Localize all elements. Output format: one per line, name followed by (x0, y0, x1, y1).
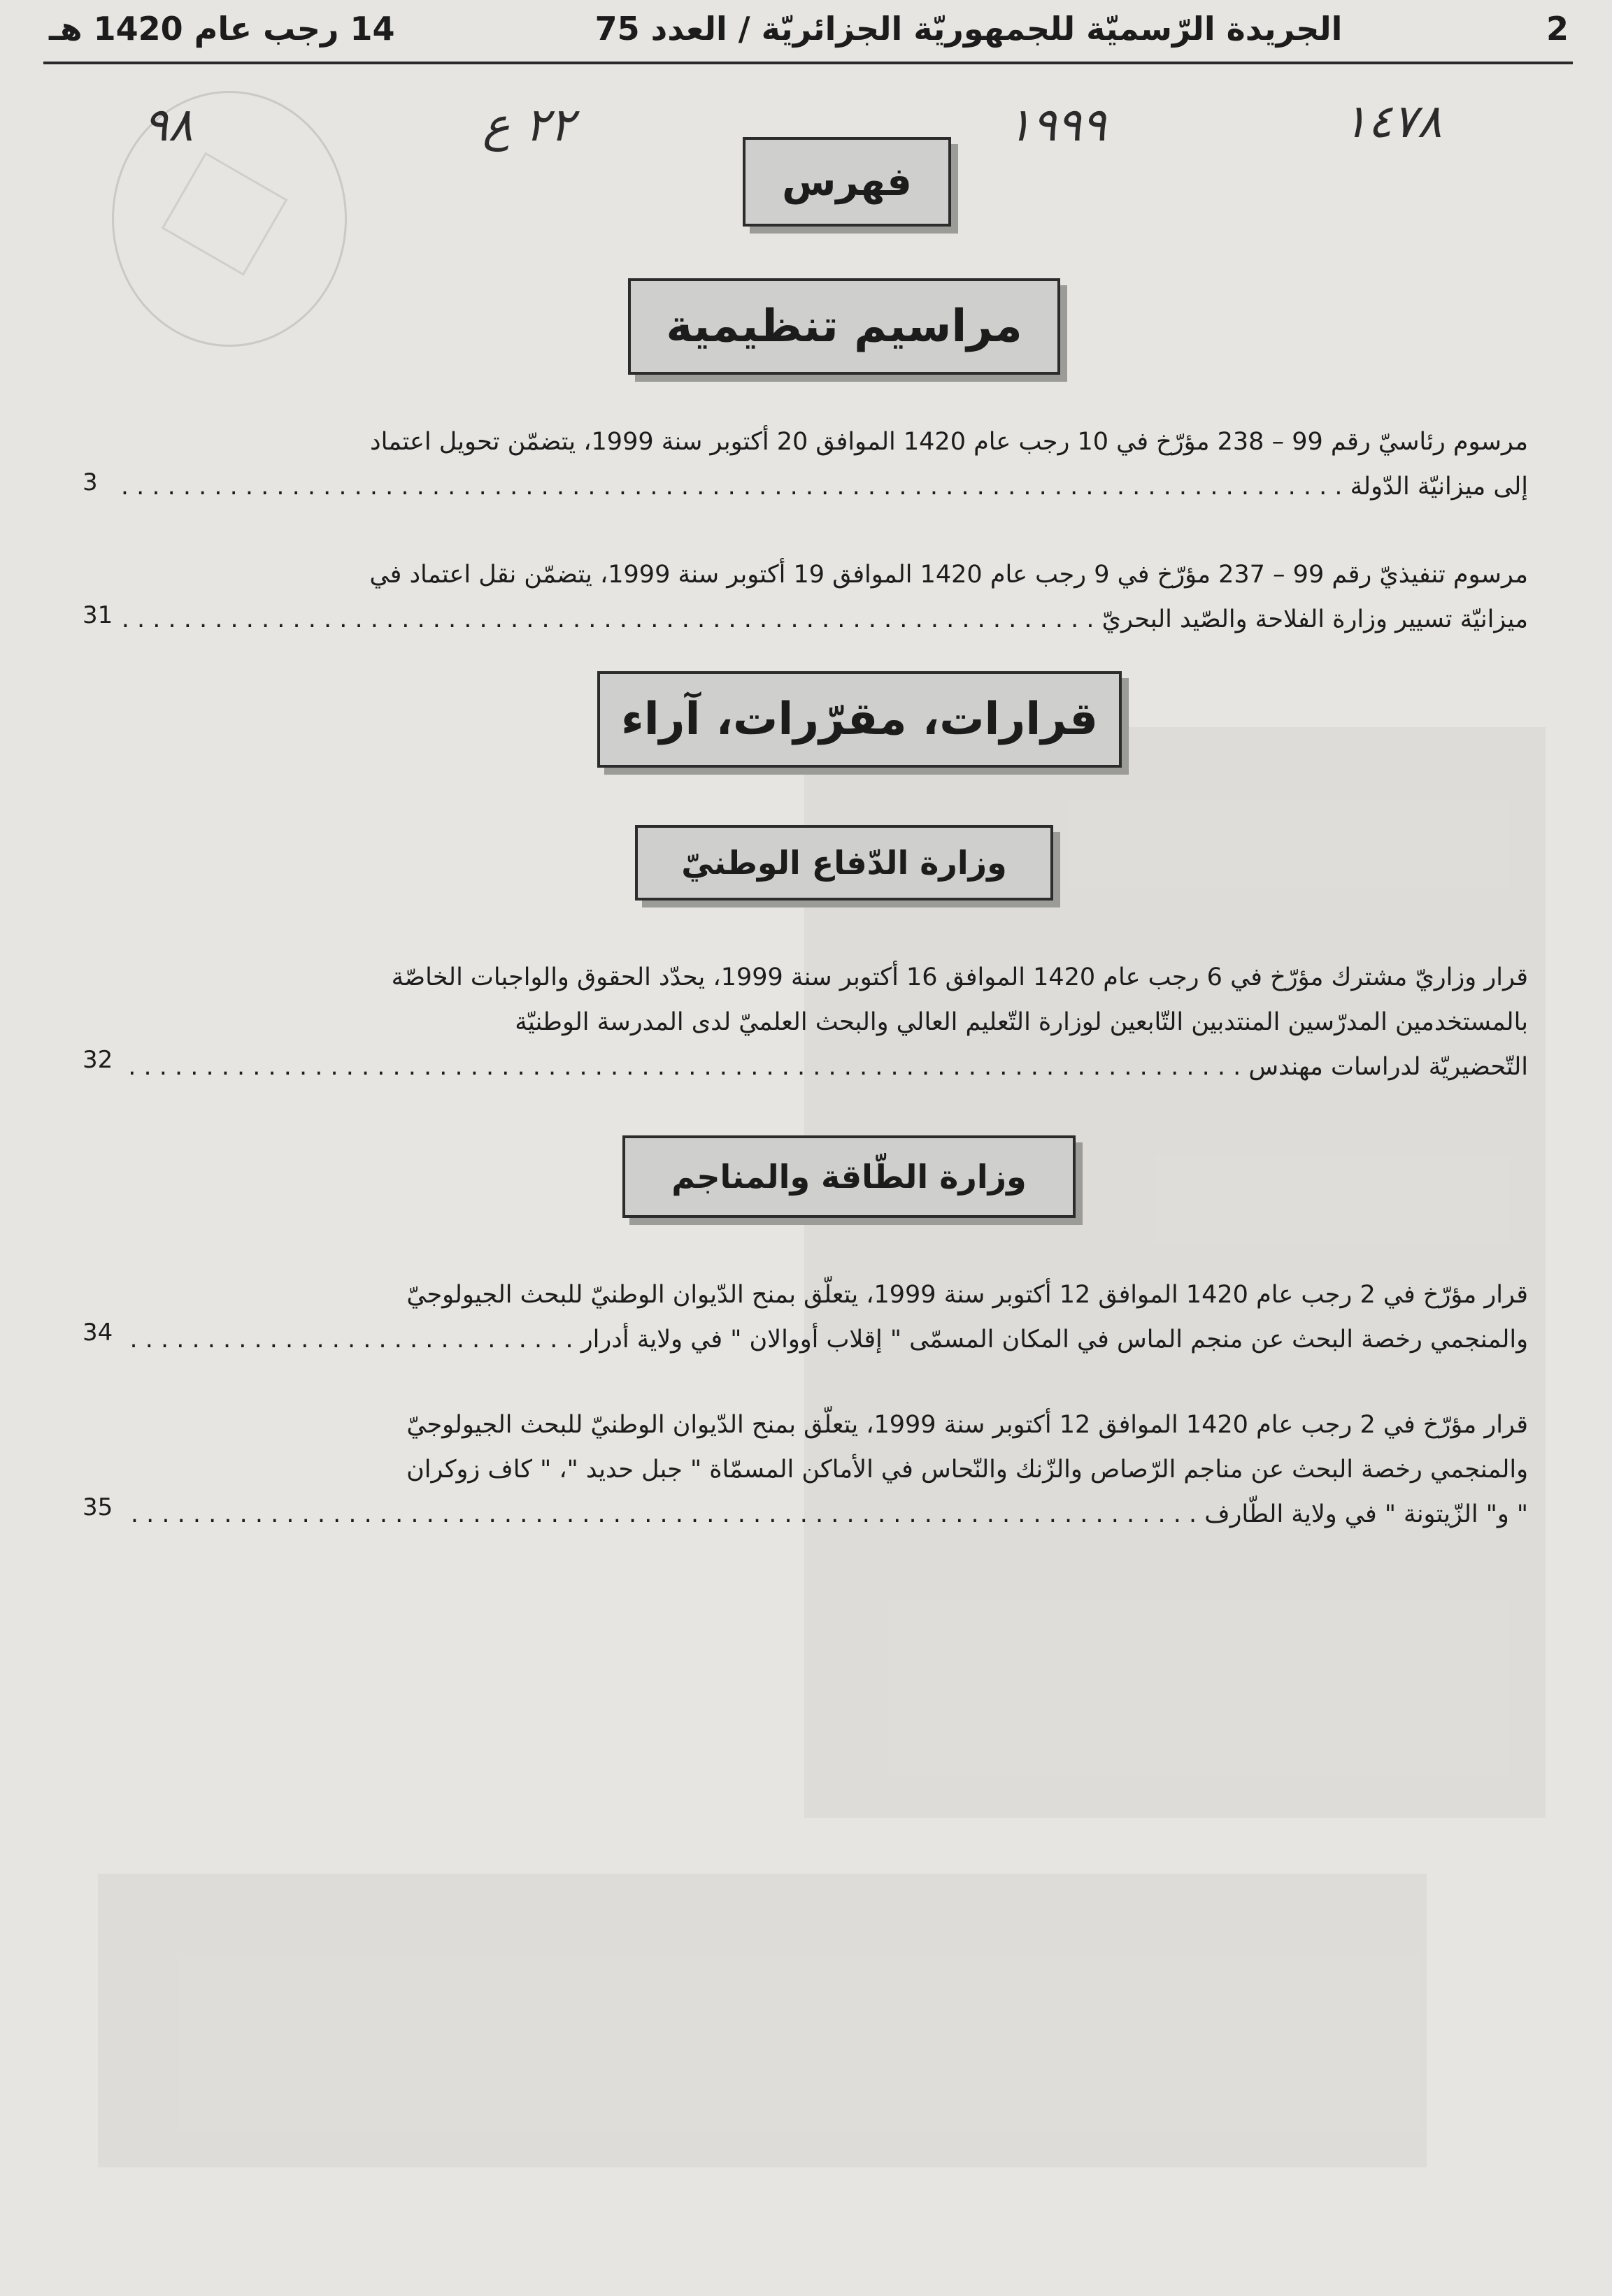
handwritten-year: ١٩٩٩ (1007, 98, 1106, 152)
entry-line: إلى ميزانيّة الدّولة . . . (122, 464, 1528, 509)
toc-entry[interactable] (122, 955, 1528, 1089)
ministry-heading-defence: وزارة الدّفاع الوطنيّ (635, 825, 1053, 901)
page-ref: 32 (83, 1046, 113, 1074)
entry-line: بالمستخدمين المدرّسين المنتدبين التّابعين لوزارة التّعليم العالي والبحث العلميّ لدى المدرسة الوطنيّة (515, 1008, 1528, 1036)
entry-line: مرسوم تنفيذيّ رقم 99 – 237 مؤرّخ في 9 رجب عام 1420 الموافق 19 أكتوبر سنة 1999، يتضمّن نقل اعتماد في (369, 561, 1528, 589)
page-ref: 3 (83, 468, 98, 496)
page-ref: 31 (83, 601, 113, 629)
entry-line: قرار وزاريّ مشترك مؤرّخ في 6 رجب عام 1420 الموافق 16 أكتوبر سنة 1999، يحدّد الحقوق والواجبات الخاصّة (391, 963, 1528, 991)
entry-line: ميزانيّة تسيير وزارة الفلاحة والصّيد البحريّ . . . (122, 597, 1528, 642)
page-ref: 34 (83, 1319, 113, 1347)
toc-entry[interactable] (122, 419, 1528, 509)
header-date: 14 رجب عام 1420 هـ (49, 10, 395, 48)
journal-title: الجريدة الرّسميّة للجمهوريّة الجزائريّة / العدد 75 (594, 10, 1343, 48)
ministry-heading-energy: وزارة الطّاقة والمناجم (622, 1135, 1076, 1218)
handwritten-note-left: ٩٨ (143, 98, 193, 152)
handwritten-note-center: ٢٢ ع (483, 98, 575, 152)
show-through-block (98, 1874, 1427, 2167)
page-ref: 35 (83, 1493, 113, 1521)
entry-line: قرار مؤرّخ في 2 رجب عام 1420 الموافق 12 أكتوبر سنة 1999، يتعلّق بمنح الدّيوان الوطنيّ للبحث الجيولوجيّ (406, 1281, 1528, 1309)
entry-line: والمنجمي رخصة البحث عن مناجم الرّصاص والزّنك والنّحاس في الأماكن المسمّاة " جبل حديد "، " كاف زوكران (406, 1456, 1528, 1484)
entry-line: " و" الزّيتونة " في ولاية الطّارف . . . (122, 1492, 1528, 1537)
header-rule (43, 62, 1573, 64)
toc-entry[interactable] (122, 1402, 1528, 1537)
toc-entry[interactable] (122, 1272, 1528, 1362)
entry-line: مرسوم رئاسيّ رقم 99 – 238 مؤرّخ في 10 رجب عام 1420 الموافق 20 أكتوبر سنة 1999، يتضمّن تحويل اعتماد (370, 428, 1528, 456)
entry-line: قرار مؤرّخ في 2 رجب عام 1420 الموافق 12 أكتوبر سنة 1999، يتعلّق بمنح الدّيوان الوطنيّ للبحث الجيولوجيّ (406, 1411, 1528, 1439)
entry-line: التّحضيريّة لدراسات مهندس . . . (122, 1045, 1528, 1089)
entry-line: والمنجمي رخصة البحث عن منجم الماس في المكان المسمّى " إقلاب أووالان " في ولاية أدرار . . . (122, 1317, 1528, 1362)
toc-entry[interactable] (122, 552, 1528, 642)
section-heading-decrees: مراسيم تنظيمية (628, 278, 1060, 375)
page-number: 2 (1546, 10, 1569, 48)
index-title: فهرس (782, 159, 912, 205)
section-heading-decisions: قرارات، مقرّرات، آراء (597, 671, 1122, 768)
handwritten-number: ١٤٧٨ (1343, 94, 1442, 148)
index-title-box (743, 137, 951, 227)
